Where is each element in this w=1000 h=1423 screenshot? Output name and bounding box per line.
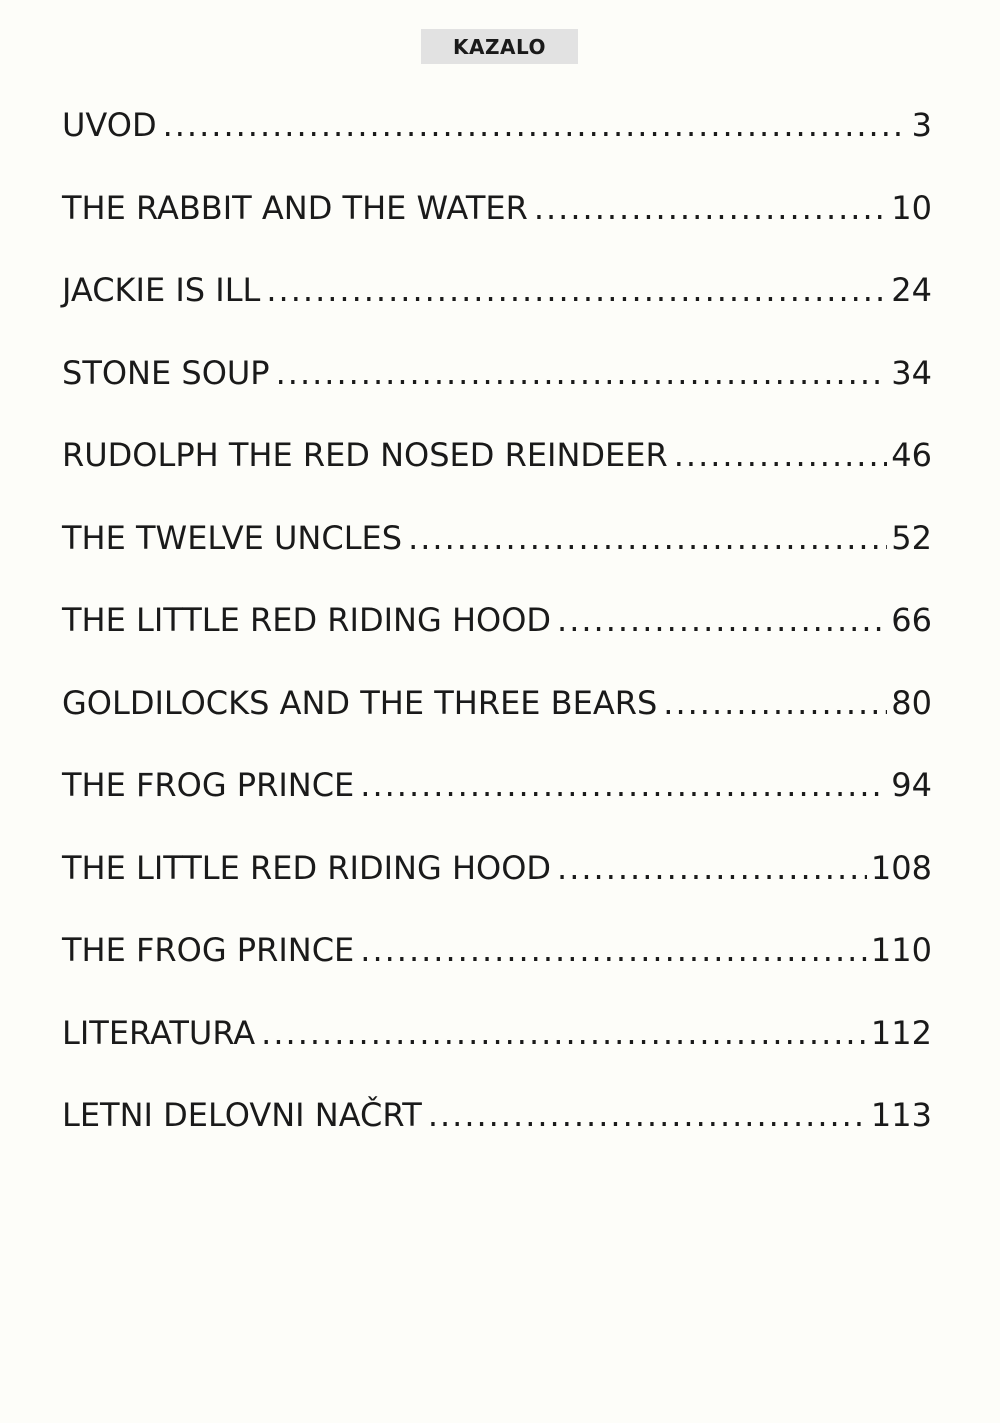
table-of-contents	[62, 100, 932, 1173]
toc-entry-page: 46	[891, 436, 932, 474]
toc-entry-page: 52	[891, 518, 932, 557]
toc-entry-title: UVOD	[62, 106, 157, 144]
toc-dot-leader	[557, 595, 887, 645]
toc-entry-title: LITERATURA	[62, 1013, 256, 1052]
toc-entry-page: 108	[870, 848, 932, 887]
toc-entry-title: THE LITTLE RED RIDING HOOD	[62, 601, 552, 639]
toc-entry-title: THE FROG PRINCE	[62, 931, 355, 969]
toc-dot-leader	[557, 843, 867, 893]
toc-entry	[62, 1008, 932, 1091]
toc-dot-leader	[266, 265, 887, 315]
toc-dot-leader	[534, 183, 887, 233]
toc-dot-leader	[428, 1090, 867, 1140]
toc-entry-page: 112	[870, 1013, 932, 1052]
toc-dot-leader	[674, 430, 888, 480]
toc-dot-leader	[261, 1008, 867, 1058]
toc-entry-page: 24	[891, 271, 932, 309]
toc-entry-title: THE LITTLE RED RIDING HOOD	[62, 848, 552, 887]
toc-dot-leader	[163, 100, 908, 150]
toc-entry	[62, 348, 932, 431]
toc-entry	[62, 513, 932, 596]
toc-entry-title: LETNI DELOVNI NAČRT	[62, 1096, 422, 1134]
toc-entry-page: 110	[870, 931, 932, 969]
toc-entry-page: 34	[891, 353, 932, 392]
toc-entry	[62, 1090, 932, 1173]
toc-entry-title: RUDOLPH THE RED NOSED REINDEER	[62, 436, 668, 474]
toc-entry-title: STONE SOUP	[62, 353, 270, 392]
toc-dot-leader	[408, 513, 887, 563]
toc-entry-title: THE FROG PRINCE	[62, 766, 355, 804]
toc-entry	[62, 183, 932, 266]
toc-dot-leader	[663, 678, 887, 728]
toc-entry	[62, 100, 932, 183]
toc-entry	[62, 925, 932, 1008]
toc-entry	[62, 760, 932, 843]
toc-entry-title: THE RABBIT AND THE WATER	[62, 188, 528, 227]
toc-entry-page: 94	[891, 766, 932, 804]
toc-entry-page: 3	[911, 106, 932, 144]
toc-entry-page: 10	[891, 188, 932, 227]
toc-dot-leader	[360, 760, 887, 810]
toc-entry-page: 80	[891, 683, 932, 722]
toc-entry	[62, 265, 932, 348]
toc-entry	[62, 843, 932, 926]
toc-dot-leader	[360, 925, 867, 975]
toc-entry	[62, 595, 932, 678]
page-title: KAZALO	[421, 29, 578, 64]
toc-entry	[62, 430, 932, 513]
toc-entry	[62, 678, 932, 761]
toc-entry-page: 66	[891, 601, 932, 639]
toc-entry-title: JACKIE IS ILL	[62, 271, 261, 309]
toc-entry-title: GOLDILOCKS AND THE THREE BEARS	[62, 683, 658, 722]
toc-entry-page: 113	[870, 1096, 932, 1134]
toc-dot-leader	[276, 348, 888, 398]
toc-entry-title: THE TWELVE UNCLES	[62, 518, 403, 557]
